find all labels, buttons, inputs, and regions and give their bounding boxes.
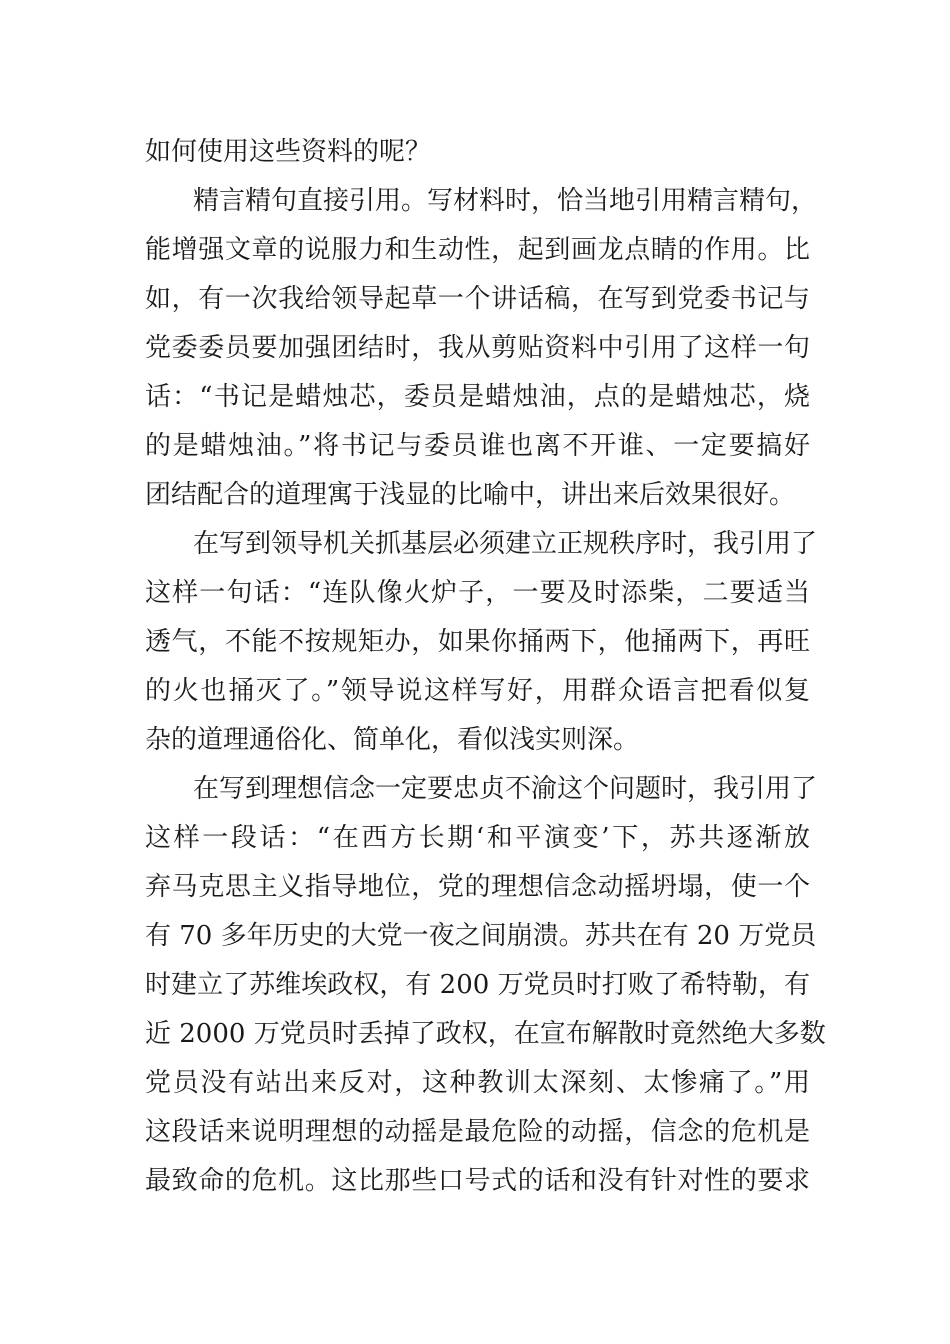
- text-line: 杂的道理通俗化、简单化，看似浅实则深。: [145, 725, 640, 755]
- text-line: 团结配合的道理寓于浅显的比喻中，讲出来后效果很好。: [145, 480, 796, 510]
- text-line: 这样一段话：“在西方长期‘和平演变’下，苏共逐渐放: [145, 823, 810, 853]
- text-line: 话：“书记是蜡烛芯，委员是蜡烛油，点的是蜡烛芯，烧: [145, 382, 810, 412]
- text-line: 时建立了苏维埃政权，有 200 万党员时打败了希特勒，有: [145, 970, 810, 1000]
- text-line: 在写到理想信念一定要忠贞不渝这个问题时，我引用了: [193, 774, 818, 804]
- text-line: 近 2000 万党员时丢掉了政权，在宣布解散时竟然绝大多数: [145, 1019, 826, 1049]
- text-line: 精言精句直接引用。写材料时，恰当地引用精言精句，: [193, 186, 818, 216]
- text-line: 党员没有站出来反对，这种教训太深刻、太惨痛了。”用: [145, 1068, 810, 1098]
- text-line: 如，有一次我给领导起草一个讲话稿，在写到党委书记与: [145, 284, 810, 314]
- text-line: 有 70 多年历史的大党一夜之间崩溃。苏共在有 20 万党员: [145, 921, 817, 951]
- text-line: 的火也捅灭了。”领导说这样写好，用群众语言把看似复: [145, 676, 810, 706]
- text-line: 如何使用这些资料的呢？: [145, 137, 432, 167]
- text-line: 在写到领导机关抓基层必须建立正规秩序时，我引用了: [193, 529, 818, 559]
- text-line: 弃马克思主义指导地位，党的理想信念动摇坍塌，使一个: [145, 872, 810, 902]
- text-line: 透气，不能不按规矩办，如果你捅两下，他捅两下，再旺: [145, 627, 810, 657]
- text-line: 党委委员要加强团结时，我从剪贴资料中引用了这样一句: [145, 333, 810, 363]
- text-line: 这段话来说明理想的动摇是最危险的动摇，信念的危机是: [145, 1117, 810, 1147]
- text-line: 这样一句话：“连队像火炉子，一要及时添柴，二要适当: [145, 578, 810, 608]
- text-line: 最致命的危机。这比那些口号式的话和没有针对性的要求: [145, 1166, 810, 1196]
- text-line: 能增强文章的说服力和生动性，起到画龙点睛的作用。比: [145, 235, 810, 265]
- text-line: 的是蜡烛油。”将书记与委员谁也离不开谁、一定要搞好: [145, 431, 810, 461]
- document-body: [145, 128, 826, 1206]
